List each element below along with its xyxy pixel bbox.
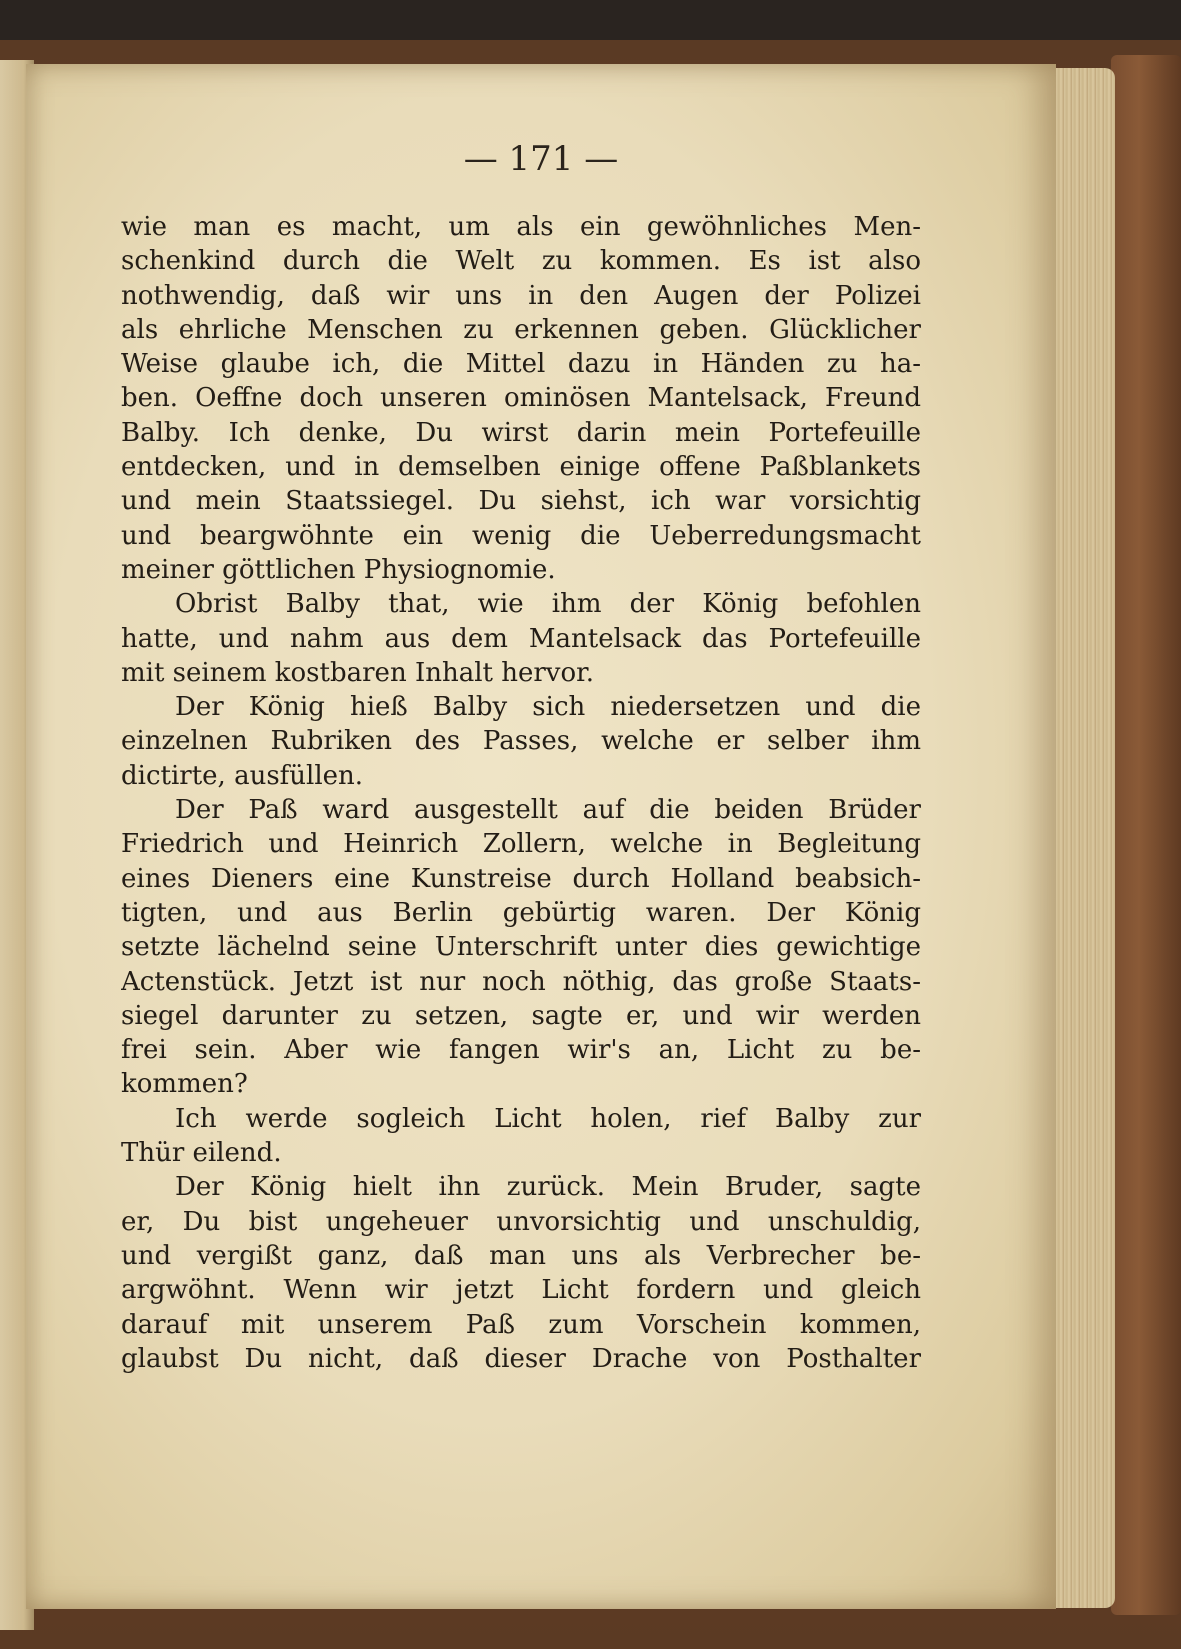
text-line: nothwendig, daß wir uns in den Augen der Polizei <box>121 280 921 311</box>
text-line: eines Dieners eine Kunstreise durch Holland beabsich- <box>121 863 921 894</box>
text-line: Obrist Balby that, wie ihm der König befohlen <box>175 589 921 620</box>
text-line: Der König hieß Balby sich niedersetzen und die <box>175 692 921 723</box>
text-line: kommen? <box>121 1069 248 1100</box>
text-line: mit seinem kostbaren Inhalt hervor. <box>121 657 594 688</box>
text-line: dictirte, ausfüllen. <box>121 760 364 791</box>
text-line: und vergißt ganz, daß man uns als Verbrecher be- <box>121 1240 921 1271</box>
text-line: argwöhnt. Wenn wir jetzt Licht fordern und gleich <box>121 1275 921 1306</box>
text-line: und mein Staatssiegel. Du siehst, ich war vorsichtig <box>121 486 921 517</box>
book-page <box>26 64 1056 1609</box>
text-line: einzelnen Rubriken des Passes, welche er selber ihm <box>121 726 921 757</box>
text-line: Weise glaube ich, die Mittel dazu in Händen zu ha- <box>121 349 921 380</box>
text-line: glaubst Du nicht, daß dieser Drache von Posthalter <box>121 1343 921 1374</box>
text-line: tigten, und aus Berlin gebürtig waren. Der König <box>121 897 921 928</box>
text-line: Ich werde sogleich Licht holen, rief Balby zur <box>175 1103 921 1134</box>
text-line: frei sein. Aber wie fangen wir's an, Licht zu be- <box>121 1035 921 1066</box>
text-line: schenkind durch die Welt zu kommen. Es ist also <box>121 246 921 277</box>
text-line: entdecken, und in demselben einige offene Paßblankets <box>121 452 921 483</box>
text-line: darauf mit unserem Paß zum Vorschein kommen, <box>121 1309 921 1340</box>
text-line: wie man es macht, um als ein gewöhnliches Men- <box>121 212 921 242</box>
page-number: — 171 — <box>463 139 619 179</box>
text-line: siegel darunter zu setzen, sagte er, und wir werden <box>121 1000 921 1031</box>
text-line: setzte lächelnd seine Unterschrift unter dies gewichtige <box>121 932 921 963</box>
text-line: hatte, und nahm aus dem Mantelsack das Portefeuille <box>121 623 921 654</box>
text-line: als ehrliche Menschen zu erkennen geben. Glücklicher <box>121 314 921 345</box>
text-line: Balby. Ich denke, Du wirst darin mein Portefeuille <box>121 417 921 448</box>
text-line: ben. Oeffne doch unseren ominösen Mantelsack, Freund <box>121 383 921 414</box>
text-line: meiner göttlichen Physiognomie. <box>121 554 556 585</box>
text-line: Friedrich und Heinrich Zollern, welche in Begleitung <box>121 829 921 860</box>
book-cover-edge <box>1111 55 1181 1615</box>
text-line: Der Paß ward ausgestellt auf die beiden Brüder <box>175 795 921 826</box>
text-line: er, Du bist ungeheuer unvorsichtig und unschuldig, <box>121 1206 921 1237</box>
text-line: und beargwöhnte ein wenig die Ueberredungsmacht <box>121 520 921 551</box>
text-line: Der König hielt ihn zurück. Mein Bruder, sagte <box>175 1172 921 1203</box>
text-line: Thür eilend. <box>121 1138 282 1169</box>
text-line: Actenstück. Jetzt ist nur noch nöthig, das große Staats- <box>121 966 921 997</box>
body-text <box>121 210 921 1376</box>
